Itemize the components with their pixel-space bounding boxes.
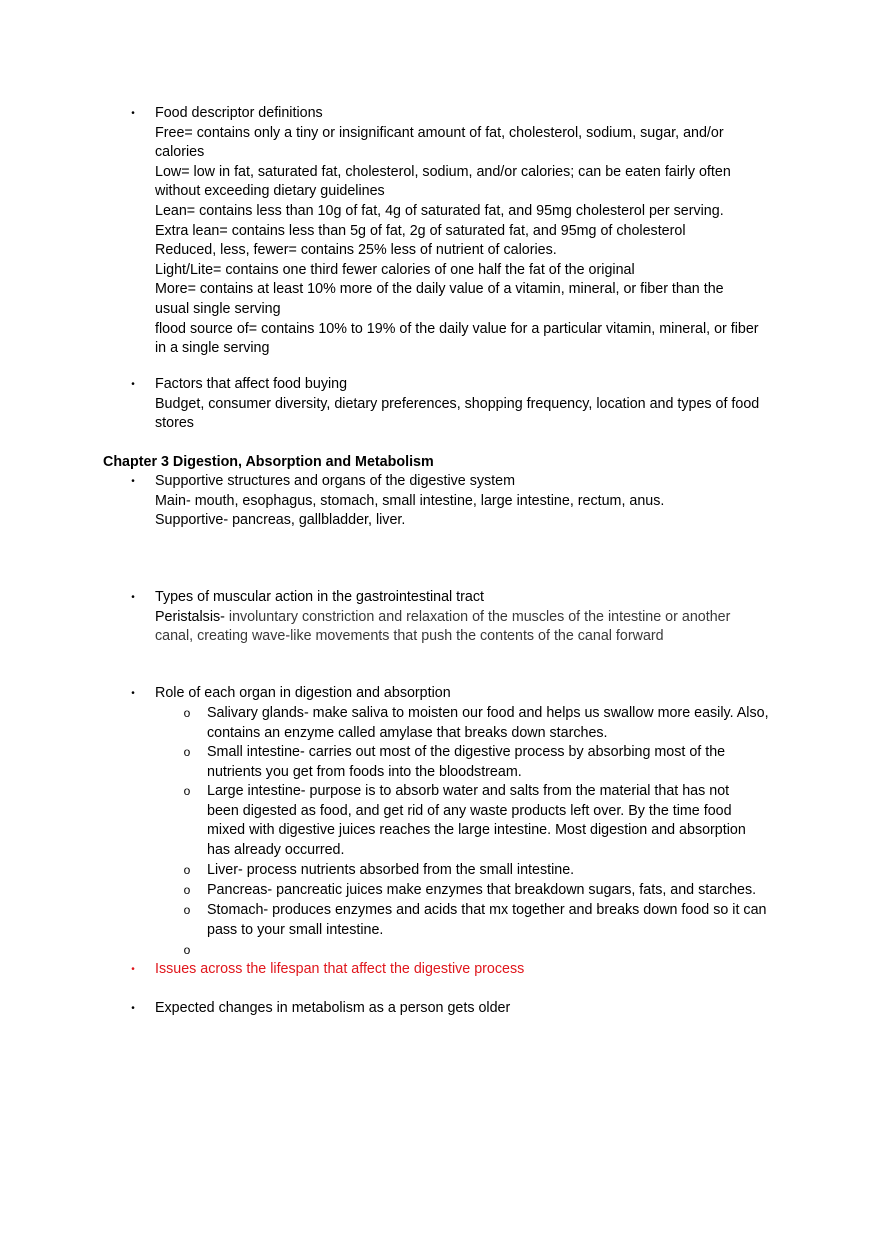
- organ-line: Pancreas- pancreatic juices make enzymes that breakdown sugars, fats, and starches.: [207, 882, 757, 898]
- organ-roles-text: [155, 684, 780, 704]
- bullet-title: Issues across the lifespan that affect the digestive process: [155, 961, 525, 977]
- definition-line: Extra lean= contains less than 5g of fat, 2g of saturated fat, and 95mg of cholesterol: [155, 222, 686, 239]
- organ-item-text: [207, 782, 782, 860]
- organ-line: been digested as food, and get rid of any waste products left over. By the time food: [207, 802, 732, 819]
- sub-bullet-marker: o: [183, 903, 191, 917]
- peristalsis-term: Peristalsis-: [155, 608, 225, 625]
- definition-line: usual single serving: [155, 300, 281, 317]
- organ-line: mixed with digestive juices reaches the large intestine. Most digestion and absorption: [207, 822, 746, 839]
- food-buying-text: [155, 375, 780, 434]
- definition-line: Light/Lite= contains one third fewer calories of one half the fat of the original: [155, 261, 635, 278]
- organ-line: contains an enzyme called amylase that breaks down starches.: [207, 724, 608, 741]
- peristalsis-definition: involuntary constriction and relaxation of the muscles of the intestine or another: [224, 608, 731, 625]
- bullet-title: Role of each organ in digestion and absorption: [155, 685, 451, 701]
- peristalsis-line: [155, 608, 780, 628]
- bullet-title: Factors that affect food buying: [155, 376, 348, 392]
- digestive-structures-text: [155, 472, 780, 531]
- sub-bullet-marker: o: [183, 706, 191, 720]
- organ-line: nutrients you get from foods into the bloodstream.: [207, 763, 522, 780]
- sub-bullet-marker: o: [183, 943, 191, 957]
- organ-line: pass to your small intestine.: [207, 921, 384, 938]
- bullet-title: Supportive structures and organs of the digestive system: [155, 473, 515, 489]
- bullet-title: Food descriptor definitions: [155, 105, 323, 121]
- definition-line: Reduced, less, fewer= contains 25% less of nutrient of calories.: [155, 242, 557, 259]
- lifespan-issues-text: [155, 960, 780, 980]
- definition-line: flood source of= contains 10% to 19% of the daily value for a particular vitamin, mineral, or fiber: [155, 320, 759, 337]
- bullet-marker: •: [131, 592, 135, 603]
- body-line: Supportive- pancreas, gallbladder, liver.: [155, 512, 406, 529]
- sub-bullet-marker: o: [183, 863, 191, 877]
- organ-line: Liver- process nutrients absorbed from the small intestine.: [207, 862, 575, 878]
- organ-line: Stomach- produces enzymes and acids that mx together and breaks down food so it can: [207, 902, 767, 918]
- organ-item-text: [207, 861, 782, 881]
- organ-item-text: [207, 704, 782, 743]
- metabolism-changes-text: [155, 999, 780, 1019]
- organ-line: has already occurred.: [207, 841, 345, 858]
- organ-item-text: [207, 901, 782, 940]
- bullet-marker: •: [131, 1003, 135, 1014]
- definition-line: More= contains at least 10% more of the daily value of a vitamin, mineral, or fiber than the: [155, 281, 724, 298]
- food-descriptors-text: [155, 104, 780, 359]
- organ-item-text: [207, 881, 782, 901]
- body-line: Main- mouth, esophagus, stomach, small intestine, large intestine, rectum, anus.: [155, 492, 665, 509]
- organ-item-text: [207, 743, 782, 782]
- bullet-marker: •: [131, 964, 135, 975]
- organ-line: Salivary glands- make saliva to moisten our food and helps us swallow more easily. Also,: [207, 705, 769, 721]
- organ-line: Large intestine- purpose is to absorb water and salts from the material that has not: [207, 783, 730, 799]
- sub-bullet-marker: o: [183, 784, 191, 798]
- bullet-title: Expected changes in metabolism as a person gets older: [155, 1000, 511, 1016]
- bullet-title: Types of muscular action in the gastrointestinal tract: [155, 589, 484, 605]
- bullet-marker: •: [131, 108, 135, 119]
- sub-bullet-marker: o: [183, 883, 191, 897]
- body-line: stores: [155, 415, 194, 432]
- organ-line: Small intestine- carries out most of the digestive process by absorbing most of the: [207, 744, 726, 760]
- bullet-marker: •: [131, 379, 135, 390]
- sub-bullet-marker: o: [183, 745, 191, 759]
- definition-line: Free= contains only a tiny or insignificant amount of fat, cholesterol, sodium, sugar, and/or: [155, 124, 724, 141]
- peristalsis-definition-cont: canal, creating wave-like movements that push the contents of the canal forward: [155, 628, 664, 645]
- definition-line: Lean= contains less than 10g of fat, 4g of saturated fat, and 95mg cholesterol per serving.: [155, 202, 724, 219]
- body-line: Budget, consumer diversity, dietary preferences, shopping frequency, location and types of food: [155, 395, 760, 412]
- muscular-action-text: [155, 588, 780, 647]
- bullet-marker: •: [131, 688, 135, 699]
- definition-line: calories: [155, 144, 205, 161]
- definition-line: in a single serving: [155, 340, 270, 357]
- definition-line: without exceeding dietary guidelines: [155, 183, 385, 200]
- chapter-heading: Chapter 3 Digestion, Absorption and Metabolism: [103, 454, 434, 470]
- definition-line: Low= low in fat, saturated fat, cholesterol, sodium, and/or calories; can be eaten fairly often: [155, 163, 731, 180]
- bullet-marker: •: [131, 476, 135, 487]
